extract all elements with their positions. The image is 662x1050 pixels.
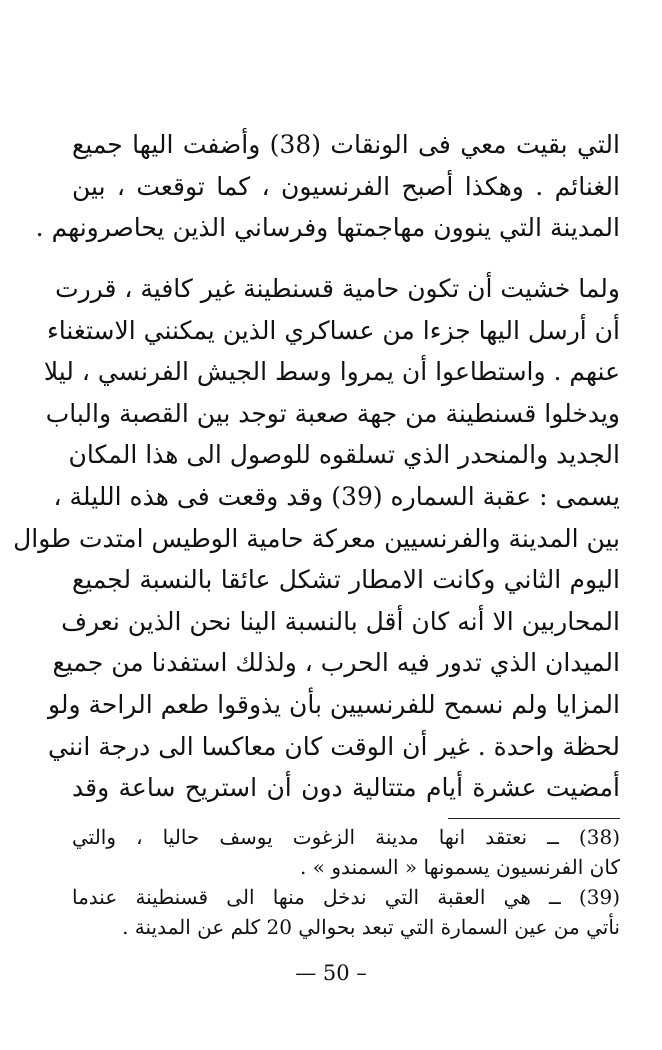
text-line: ولما خشيت أن تكون حامية قسنطينة غير كافية ، قررت bbox=[55, 274, 620, 303]
text-line: الغنائم . وهكذا أصبح الفرنسيون ، كما توقعت ، بين bbox=[72, 171, 620, 201]
page-number: — 50 – bbox=[295, 961, 367, 985]
text-line: اليوم الثاني وكانت الامطار تشكل عائقا بالنسبة لجميع bbox=[72, 565, 620, 595]
text-line: ويدخلوا قسنطينة من جهة صعبة توجد بين القصبة والباب bbox=[45, 398, 620, 428]
text-line: المدينة التي ينوون مهاجمتها وفرساني الذين يحاصرونهم . bbox=[35, 213, 620, 243]
text-line: الجديد والمنحدر الذي تسلقوه للوصول الى هذا المكان bbox=[68, 440, 620, 470]
text-line: لحظة واحدة . غير أن الوقت كان معاكسا الى درجة انني bbox=[48, 731, 620, 761]
footnote-line: كان الفرنسيون يسمونها « السمندو » . bbox=[300, 855, 620, 879]
text-line: يسمى : عقبة السماره (39) وقد وقعت فى هذه الليلة ، bbox=[53, 481, 620, 511]
text-line: الميدان الذي تدور فيه الحرب ، ولذلك استفدنا من جميع bbox=[52, 648, 620, 678]
text-line: المزايا ولم نسمح للفرنسيين بأن يذوقوا طعم الراحة ولو bbox=[47, 689, 620, 719]
footnote-divider bbox=[448, 818, 620, 819]
text-line: المحاربين الا أنه كان أقل بالنسبة الينا نحن الذين نعرف bbox=[61, 606, 620, 636]
paragraph-2 bbox=[13, 268, 620, 809]
text-line: أن أرسل اليها جزءا من عساكري الذين يمكنني الاستغناء bbox=[47, 315, 620, 345]
footnotes bbox=[72, 822, 620, 942]
paragraph-1 bbox=[35, 124, 620, 249]
footnote-line: نأتي من عين السمارة التي تبعد بحوالي 20 كلم عن المدينة . bbox=[122, 915, 620, 939]
text-line: أمضيت عشرة أيام متتالية دون أن استريح ساعة وقد bbox=[72, 773, 620, 803]
text-line: بين المدينة والفرنسيين معركة حامية الوطيس امتدت طوال bbox=[13, 523, 620, 553]
footnote-line: (39) ــ هي العقبة التي ندخل منها الى قسنطينة عندما bbox=[72, 885, 620, 909]
text-line: التي بقيت معي فى الونقات (38) وأضفت اليها جميع bbox=[72, 130, 620, 159]
footnote-line: (38) ــ نعتقد انها مدينة الزغوت يوسف حاليا ، والتي bbox=[72, 825, 620, 849]
text-line: عنهم . واستطاعوا أن يمروا وسط الجيش الفرنسي ، ليلا bbox=[43, 357, 620, 387]
